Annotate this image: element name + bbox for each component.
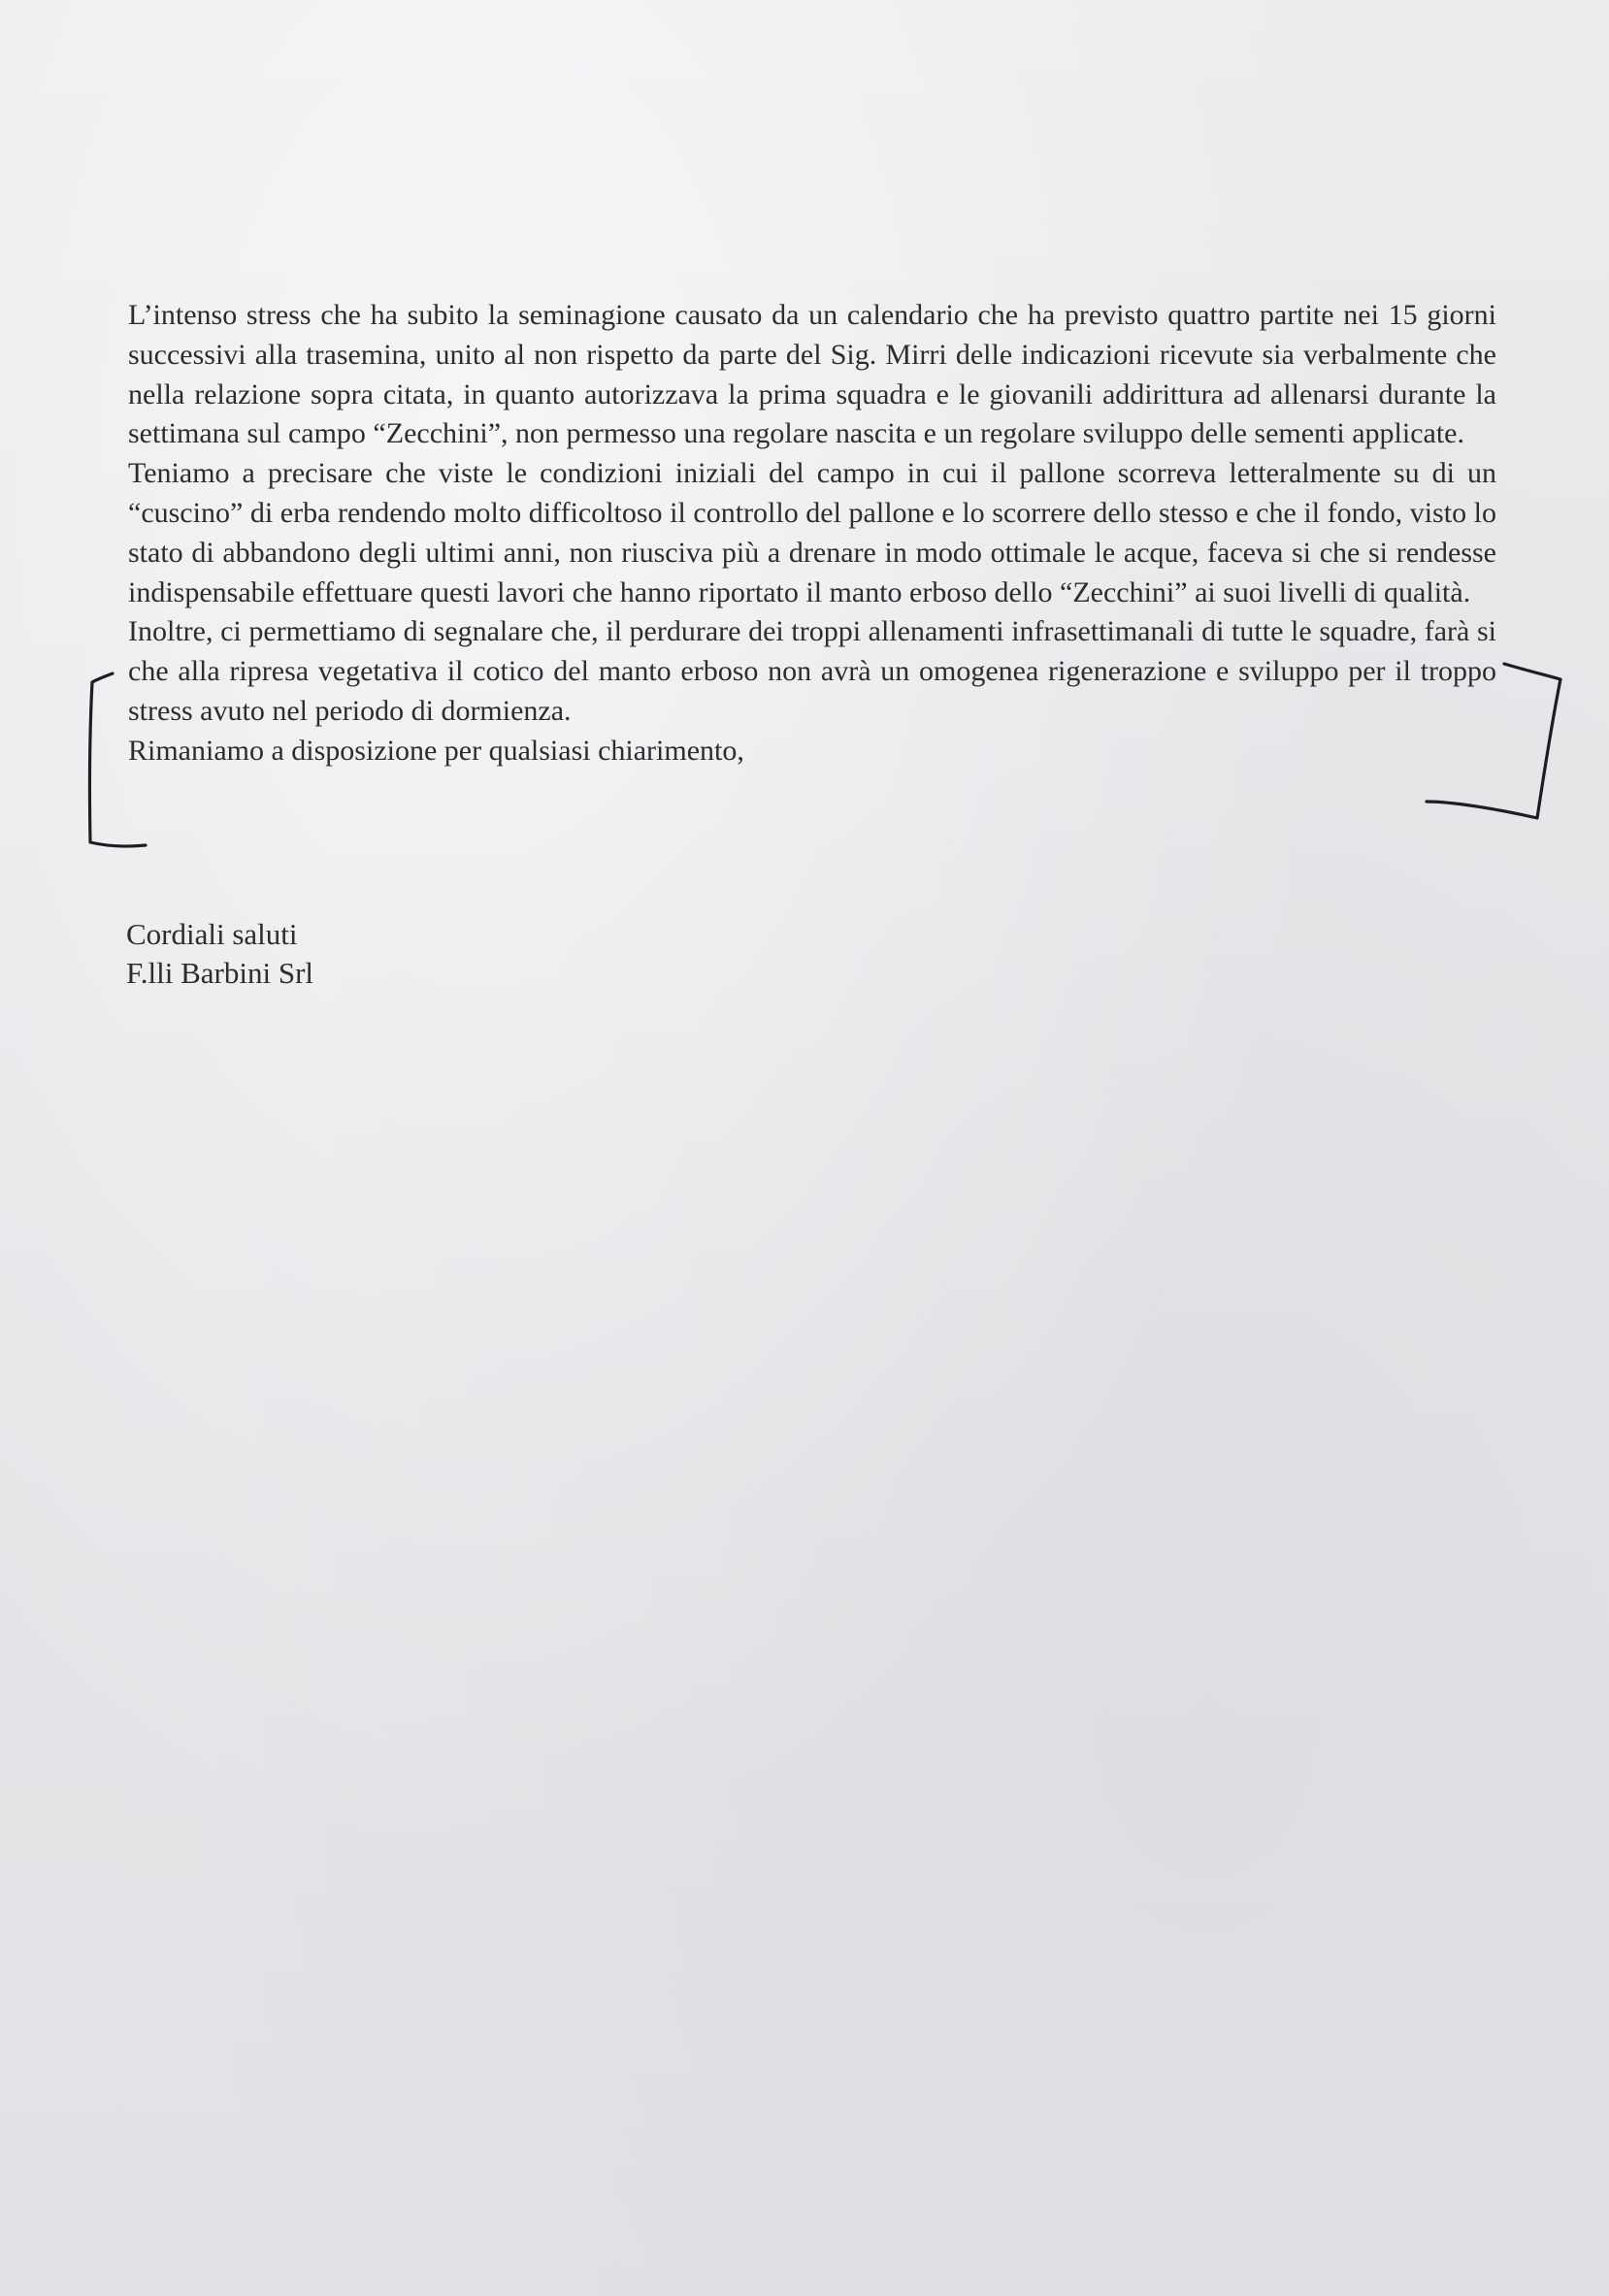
paragraph-trainings: Inoltre, ci permettiamo di segnalare che, il perdurare dei troppi allenamenti infrasettimanali di tutte le squadre, farà si che alla ripresa vegetativa il cotico del manto erboso non avrà un omogenea rigenerazione e sviluppo per il troppo stress avuto nel periodo di dormienza. <box>128 615 1496 727</box>
paragraph-availability: Rimaniamo a disposizione per qualsiasi chiarimento, <box>128 734 744 767</box>
closing-block <box>126 915 313 993</box>
closing-greeting: Cordiali saluti <box>126 917 298 951</box>
paragraph-conditions: Teniamo a precisare che viste le condizioni iniziali del campo in cui il pallone scorreva letteralmente su di un “cuscino” di erba rendendo molto difficoltoso il controllo del pallone e lo scorrere dello stesso e che il fondo, visto lo stato di abbandono degli ultimi anni, non riusciva più a drenare in modo ottimale le acque, faceva si che si rendesse indispensabile effettuare questi lavori che hanno riportato il manto erboso dello “Zecchini” ai suoi livelli di qualità. <box>128 457 1496 608</box>
letter-body <box>128 296 1496 771</box>
paragraph-stress: L’intenso stress che ha subito la seminagione causato da un calendario che ha previsto quattro partite nei 15 giorni successivi alla trasemina, unito al non rispetto da parte del Sig. Mirri delle indicazioni ricevute sia verbalmente che nella relazione sopra citata, in quanto autorizzava la prima squadra e le giovanili addirittura ad allenarsi durante la settimana sul campo “Zecchini”, non permesso una regolare nascita e un regolare sviluppo delle sementi applicate. <box>128 299 1496 450</box>
sender-name: F.lli Barbini Srl <box>126 956 314 990</box>
